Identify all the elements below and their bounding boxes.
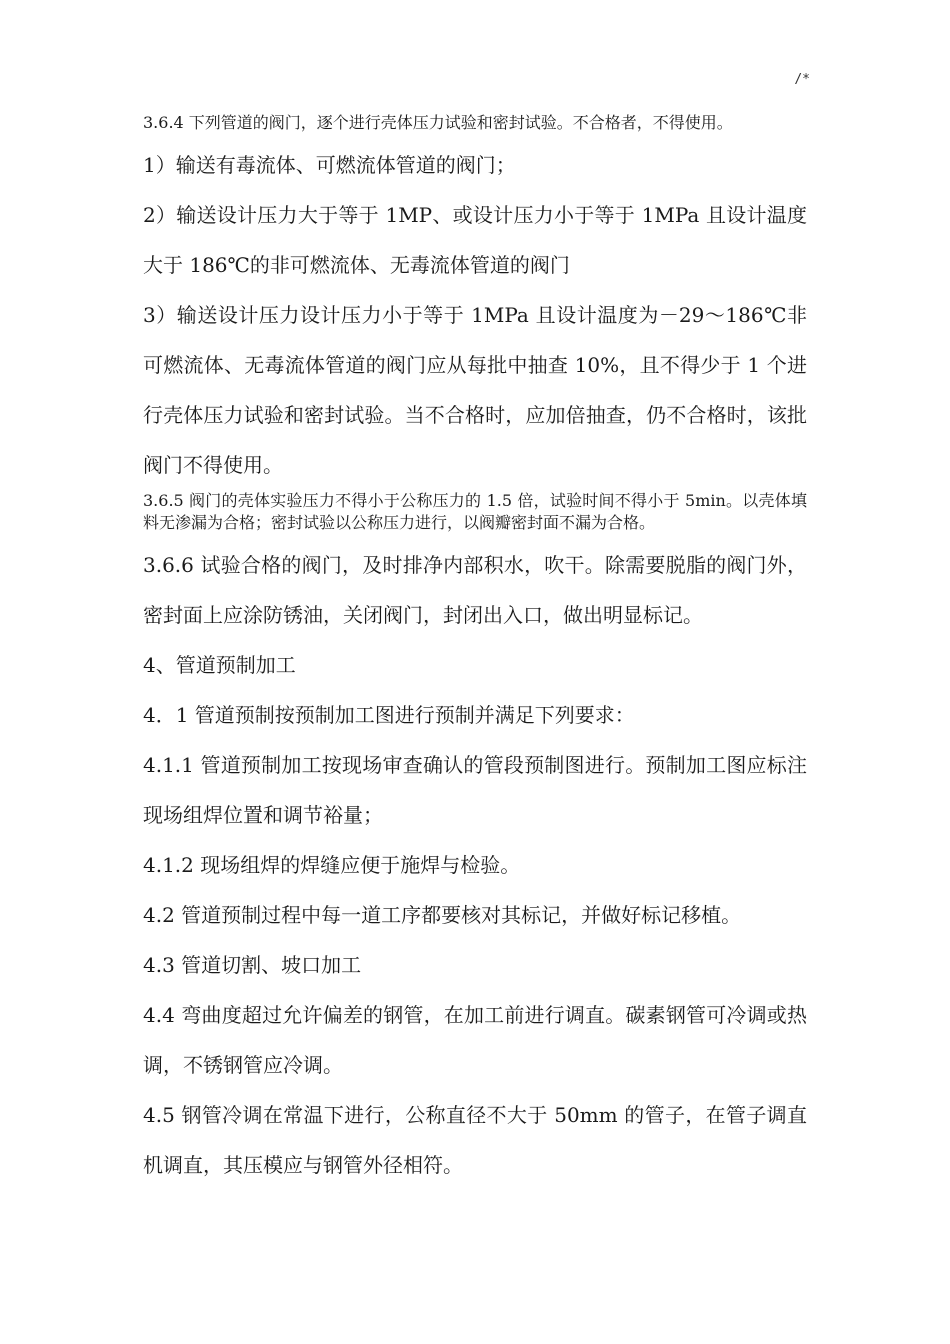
paragraph-3-6-5: 3.6.5 阀门的壳体实验压力不得小于公称压力的 1.5 倍，试验时间不得小于 5min。以壳体填料无渗漏为合格；密封试验以公称压力进行，以阀瓣密封面不漏为合格。 — [143, 491, 807, 532]
paragraph-3-6-4: 3.6.4 下列管道的阀门，逐个进行壳体压力试验和密封试验。不合格者，不得使用。 — [143, 113, 733, 132]
paragraph-4-3: 4.3 管道切割、坡口加工 — [143, 953, 362, 977]
paragraph-4-5: 4.5 钢管冷调在常温下进行，公称直径不大于 50mm 的管子，在管子调直机调直，其压模应与钢管外径相符。 — [143, 1103, 807, 1177]
paragraph-4-1-1: 4.1.1 管道预制加工按现场审查确认的管段预制图进行。预制加工图应标注现场组焊位置和调节裕量； — [143, 753, 807, 827]
paragraph-4-1-2: 4.1.2 现场组焊的焊缝应便于施焊与检验。 — [143, 853, 521, 877]
paragraph-item-1: 1）输送有毒流体、可燃流体管道的阀门； — [143, 153, 516, 177]
paragraph-item-2: 2）输送设计压力大于等于 1MP、或设计压力小于等于 1MPa 且设计温度大于 186℃的非可燃流体、无毒流体管道的阀门 — [143, 203, 807, 277]
document-body — [143, 112, 807, 1190]
paragraph-4-2: 4.2 管道预制过程中每一道工序都要核对其标记，并做好标记移植。 — [143, 903, 742, 927]
paragraph-4-1: 4．1 管道预制按预制加工图进行预制并满足下列要求： — [143, 703, 635, 727]
paragraph-item-3: 3）输送设计压力设计压力小于等于 1MPa 且设计温度为－29～186℃非可燃流体、无毒流体管道的阀门应从每批中抽查 10%，且不得少于 1 个进行壳体压力试验和密封试验。当不合格时，应加倍抽查，仍不合格时，该批阀门不得使用。 — [143, 303, 807, 477]
paragraph-4-4: 4.4 弯曲度超过允许偏差的钢管，在加工前进行调直。碳素钢管可冷调或热调，不锈钢管应冷调。 — [143, 1003, 807, 1077]
section-heading-4: 4、管道预制加工 — [143, 653, 296, 677]
paragraph-3-6-6: 3.6.6 试验合格的阀门，及时排净内部积水，吹干。除需要脱脂的阀门外，密封面上应涂防锈油，关闭阀门，封闭出入口，做出明显标记。 — [143, 553, 807, 627]
page-header-mark: /* — [794, 72, 810, 87]
